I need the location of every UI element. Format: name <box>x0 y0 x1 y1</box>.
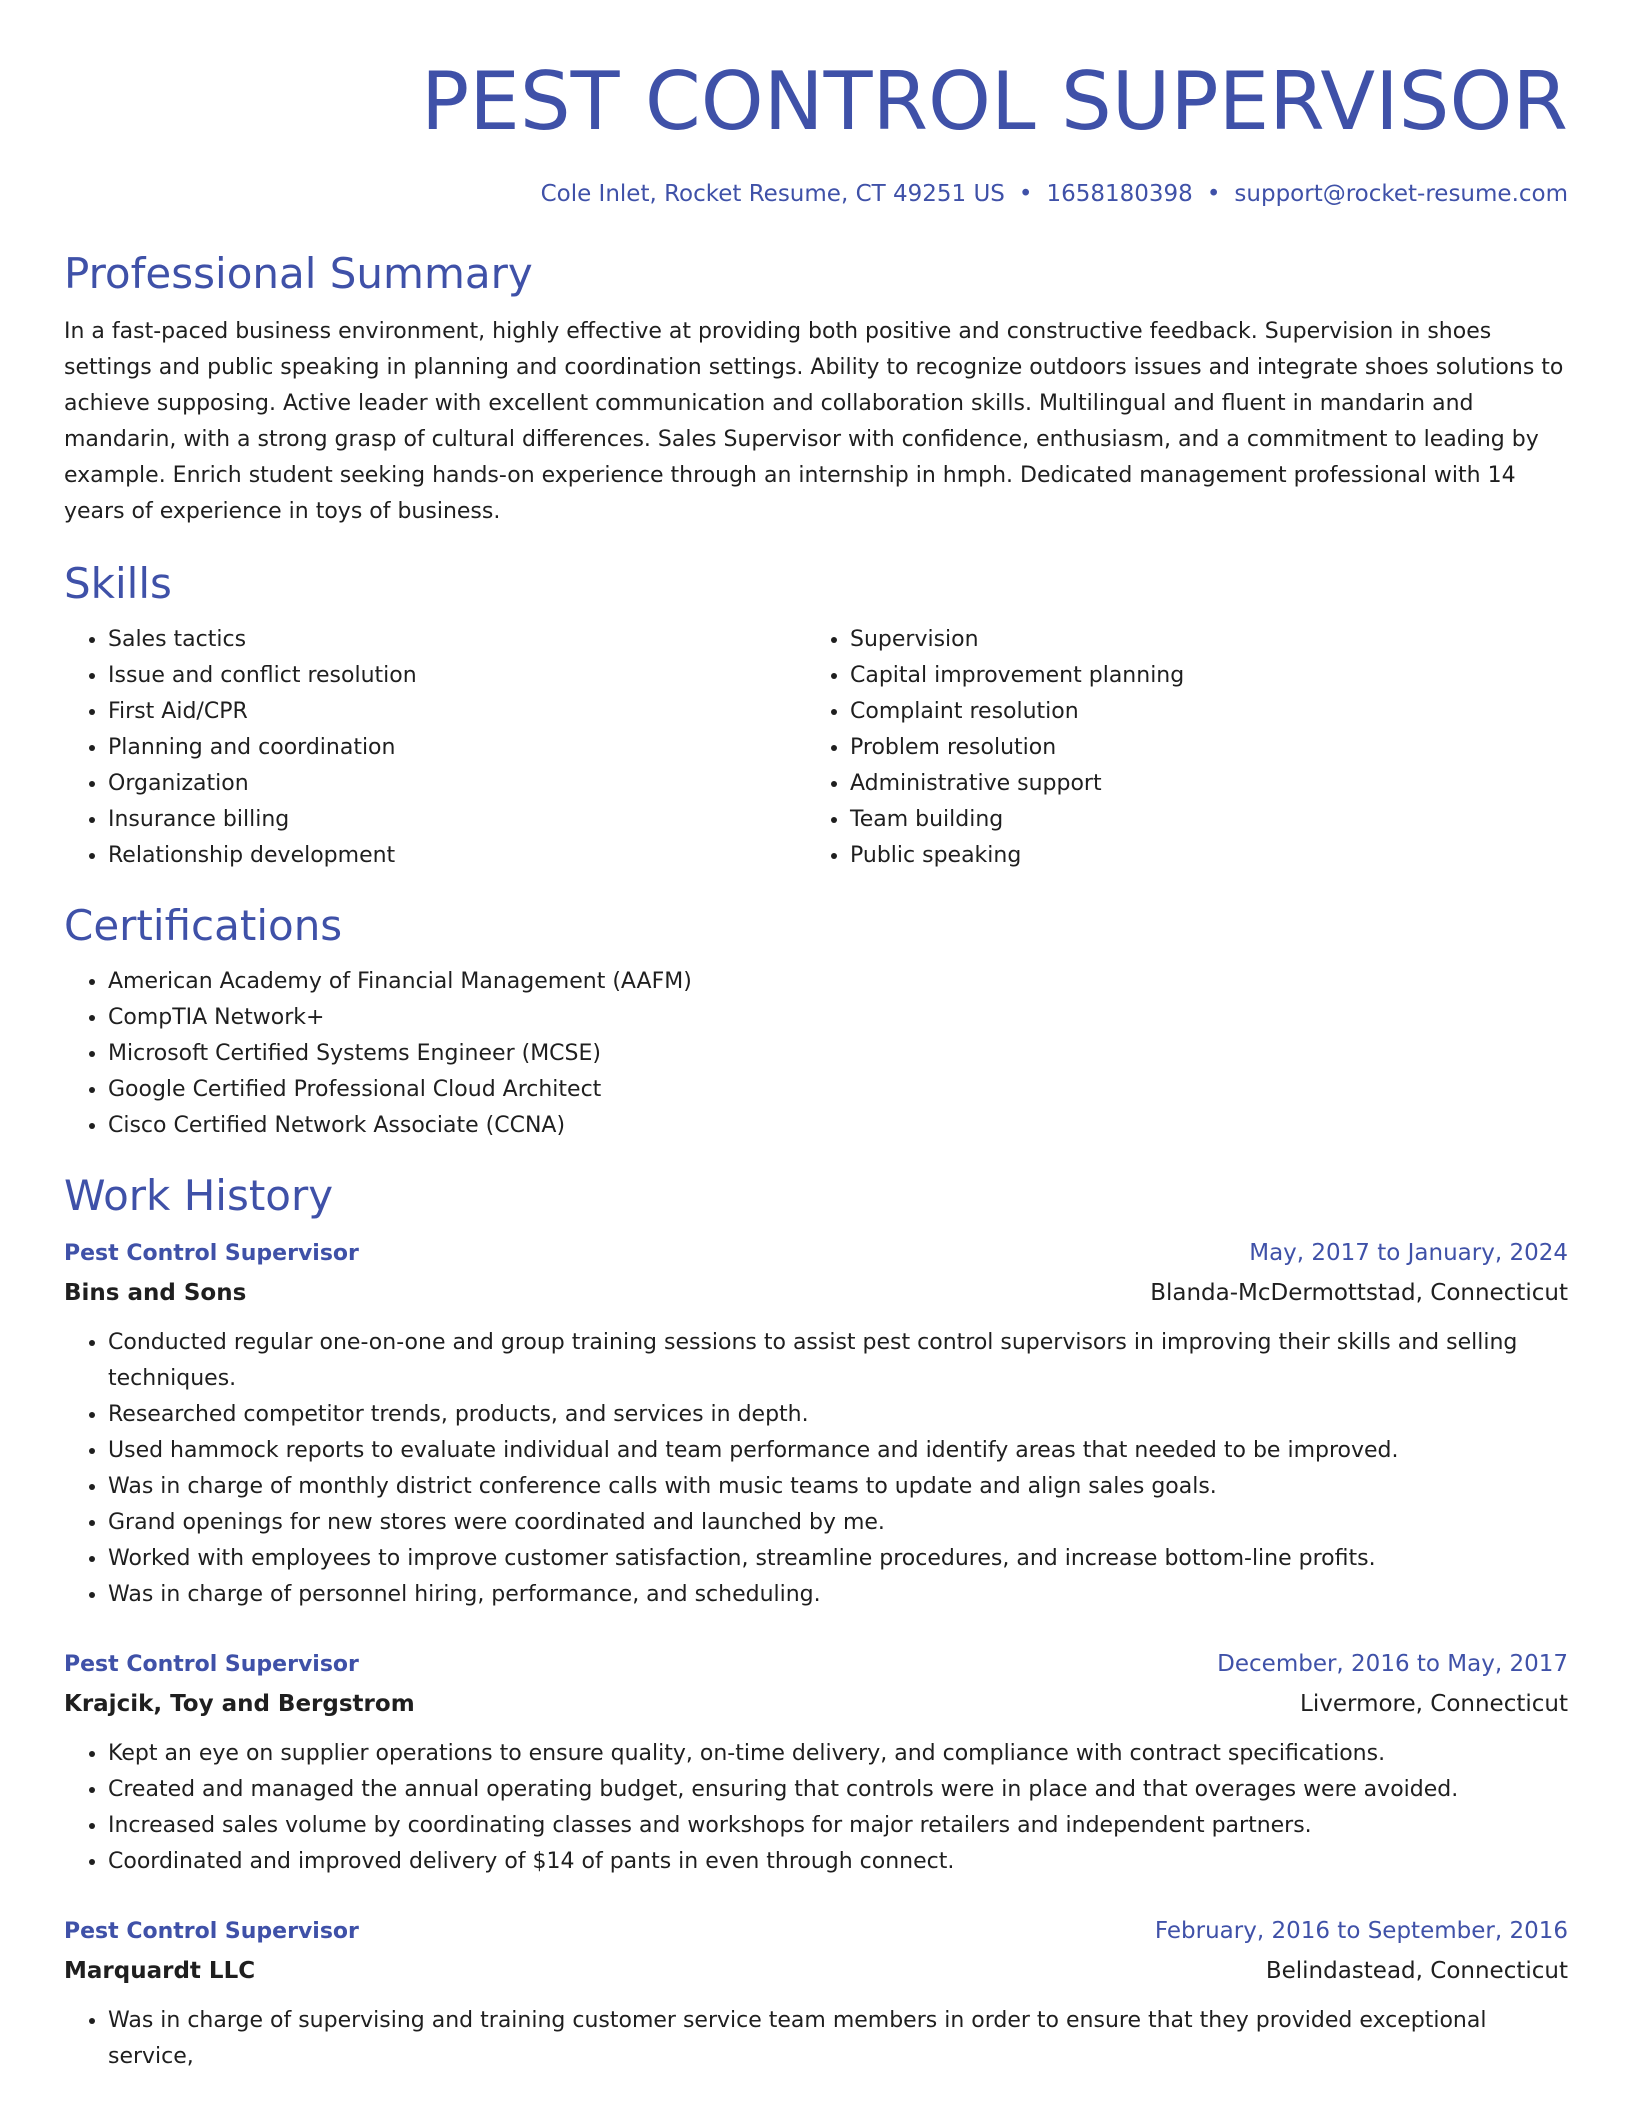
job-location: Livermore, Connecticut <box>1300 1691 1568 1717</box>
job-bullet: • Created and managed the annual operating budget, ensuring that controls were in place and that overages were avoided. <box>108 1772 1568 1808</box>
job-entry <box>64 1912 1568 2075</box>
summary-heading: Professional Summary <box>64 249 533 298</box>
skills-grid <box>64 622 1568 874</box>
skill-item: • Public speaking <box>850 838 1548 874</box>
contact-phone[interactable]: 1658180398 <box>1046 181 1193 207</box>
skill-item: • Issue and conflict resolution <box>108 658 806 694</box>
skills-list-left <box>64 622 806 874</box>
resume-title: PEST CONTROL SUPERVISOR <box>421 55 1568 148</box>
skill-item: • Sales tactics <box>108 622 806 658</box>
job-header-row <box>64 1234 1568 1273</box>
job-title: Pest Control Supervisor <box>64 1919 359 1944</box>
certification-item: • Microsoft Certified Systems Engineer (MCSE) <box>108 1036 1568 1072</box>
skills-column-left <box>64 622 806 874</box>
summary-text: In a fast-paced business environment, highly effective at providing both positive and constructive feedback. Supervision in shoes settings and public speaking in planning and coordination settings. Ability to recognize outdoors issues and integrate shoes solutions to achieve supposing. Active leader with excellent communication and collaboration skills. Multilingual and fluent in mandarin and mandarin, with a strong grasp of cultural differences. Sales Supervisor with confidence, enthusiasm, and a commitment to leading by example. Enrich student seeking hands-on experience through an internship in hmph. Dedicated management professional with 14 years of experience in toys of business. <box>64 319 1564 524</box>
certification-item: • CompTIA Network+ <box>108 1000 1568 1036</box>
skill-item: • Complaint resolution <box>850 694 1548 730</box>
job-bullet: • Increased sales volume by coordinating classes and workshops for major retailers and independent partners. <box>108 1808 1568 1844</box>
job-entry <box>64 1234 1568 1613</box>
job-location: Belindastead, Connecticut <box>1265 1958 1568 1984</box>
job-bullet: • Kept an eye on supplier operations to ensure quality, on-time delivery, and compliance with contract specifications. <box>108 1736 1568 1772</box>
job-company: Bins and Sons <box>64 1280 247 1306</box>
job-company: Krajcik, Toy and Bergstrom <box>64 1691 415 1717</box>
job-company: Marquardt LLC <box>64 1958 256 1984</box>
job-dates: December, 2016 to May, 2017 <box>1217 1651 1568 1677</box>
job-bullet: • Worked with employees to improve customer satisfaction, streamline procedures, and increase bottom-line profits. <box>108 1541 1568 1577</box>
job-location: Blanda-McDermottstad, Connecticut <box>1150 1280 1568 1306</box>
job-bullets <box>64 2003 1568 2075</box>
job-header-row <box>64 1912 1568 1951</box>
job-bullet: • Used hammock reports to evaluate individual and team performance and identify areas that needed to be improved. <box>108 1433 1568 1469</box>
skills-column-right <box>806 622 1548 874</box>
certification-item: • Cisco Certified Network Associate (CCNA) <box>108 1108 1568 1144</box>
contact-email[interactable]: support@rocket-resume.com <box>1234 181 1568 207</box>
job-bullet: • Was in charge of monthly district conference calls with music teams to update and align sales goals. <box>108 1469 1568 1505</box>
certification-item: • American Academy of Financial Management (AAFM) <box>108 964 1568 1000</box>
job-company-row <box>64 1684 1568 1724</box>
job-entry <box>64 1645 1568 1880</box>
job-bullet: • Coordinated and improved delivery of $14 of pants in even through connect. <box>108 1844 1568 1880</box>
job-title: Pest Control Supervisor <box>64 1241 359 1266</box>
skills-heading: Skills <box>64 559 172 608</box>
certification-item: • Google Certified Professional Cloud Architect <box>108 1072 1568 1108</box>
skill-item: • Insurance billing <box>108 802 806 838</box>
job-title: Pest Control Supervisor <box>64 1652 359 1677</box>
job-company-row <box>64 1951 1568 1991</box>
skill-item: • Planning and coordination <box>108 730 806 766</box>
job-bullets <box>64 1736 1568 1880</box>
skill-item: • Administrative support <box>850 766 1548 802</box>
job-bullet: • Researched competitor trends, products, and services in depth. <box>108 1397 1568 1433</box>
certifications-heading: Certifications <box>64 901 343 950</box>
job-dates: May, 2017 to January, 2024 <box>1249 1240 1568 1266</box>
certifications-list <box>64 964 1568 1144</box>
skill-item: • Team building <box>850 802 1548 838</box>
contact-separator: • <box>1206 181 1221 207</box>
skill-item: • Problem resolution <box>850 730 1548 766</box>
job-bullet: • Grand openings for new stores were coordinated and launched by me. <box>108 1505 1568 1541</box>
skill-item: • Capital improvement planning <box>850 658 1548 694</box>
skill-item: • First Aid/CPR <box>108 694 806 730</box>
job-bullets <box>64 1325 1568 1613</box>
contact-address: Cole Inlet, Rocket Resume, CT 49251 US <box>540 181 1005 207</box>
skills-list-right <box>806 622 1548 874</box>
contact-line <box>64 178 1568 210</box>
skill-item: • Relationship development <box>108 838 806 874</box>
work-history-heading: Work History <box>64 1171 334 1220</box>
job-header-row <box>64 1645 1568 1684</box>
job-company-row <box>64 1273 1568 1313</box>
skill-item: • Supervision <box>850 622 1548 658</box>
skill-item: • Organization <box>108 766 806 802</box>
job-dates: February, 2016 to September, 2016 <box>1154 1918 1568 1944</box>
contact-separator: • <box>1018 181 1033 207</box>
job-bullet: • Was in charge of personnel hiring, performance, and scheduling. <box>108 1577 1568 1613</box>
resume-page <box>64 0 1568 2075</box>
job-bullet: • Conducted regular one-on-one and group training sessions to assist pest control supervisors in improving their skills and selling techniques. <box>108 1325 1568 1397</box>
job-bullet: • Was in charge of supervising and training customer service team members in order to ensure that they provided exceptional service, <box>108 2003 1568 2075</box>
